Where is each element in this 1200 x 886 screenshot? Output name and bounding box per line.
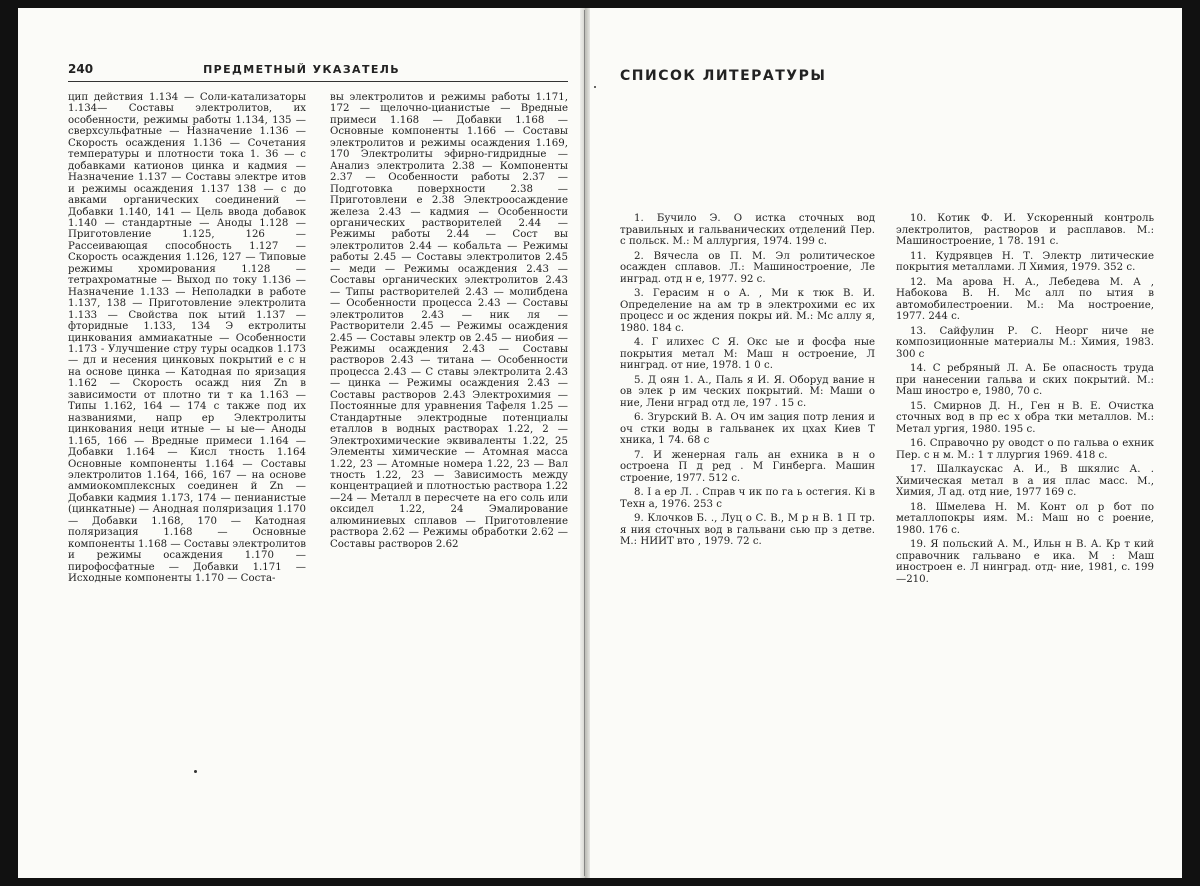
reference-item: 1. Бучило Э. О истка сточных вод травильных и гальванических отделений Пер. с польск. М.: М аллургия, 1974. 199 с. (620, 213, 875, 247)
reference-item: 18. Шмелева Н. М. Конт ол р бот по металлопокры иям. М.: Маш но с роение, 1980. 176 с. (896, 501, 1154, 536)
reference-item: 12. Ма арова Н. А., Лебедева М. А , Набокова В. Н. Мс алл по ытия в автомобилестроении. М.: Ма ностроение, 1977. 244 с. (896, 276, 1154, 322)
page-number: 240 (68, 62, 94, 76)
index-column-2-text: вы электролитов и режимы работы 1.171, 172 — щелочно-цианистые — Вредные примеси 1.168 — Добавки 1.168 — Основные компоненты 1.166 — Составы электролитов и режимы осаждения 1.169, 170 Электролиты эфирно-гидридные — Анализ электролита 2.38 — Компоненты 2.37 — Особенности работы 2.37 — Подготовка поверхности 2.38 — Приготовлени е 2.38 Электроосаждение железа 2.43 — кадмия — Особенности органических растворителей 2.44 — Режимы работы 2.44 — Сост вы электролитов 2.44 — кобальта — Режимы работы 2.45 — Составы электролитов 2.45 — меди — Режимы осаждения 2.43 — Составы органических электролитов 2.43 — Типы растворителей 2.43 — молибдена — Особенности процесса 2.43 — Составы электролитов 2.43 — ник ля — Растворители 2.45 — Режимы осаждения 2.45 — Составы электр ов 2.45 — ниобия — Режимы осаждения 2.43 — Составы растворов 2.43 — титана — Особенности процесса 2.43 — С ставы электролита 2.43 — цинка — Режимы осаждения 2.43 — Составы растворов 2.43 Электрохимия — Постоянные для уравнения Тафеля 1.25 — Стандартные электродные потенциалы еталлов в водных растворах 1.22, 2 — Электрохимические эквиваленты 1.22, 25 Элементы химические — Атомная масса 1.22, 23 — Атомные номера 1.22, 23 — Вал тность 1.22, 23 — Зависимость между концентрацией и плотностью раствора 1.22—24 — Металл в пересчете на его соль или оксидел 1.22, 24 Эмалирование алюминиевых сплавов — Приготовление раствора 2.62 — Режимы обработки 2.62 — Составы растворов 2.62 (330, 92, 568, 550)
reference-item: 5. Д оян 1. А., Паль я И. Я. Оборуд вание н ов элек р им ческих покрытий. М: Маши о ние, Лени нград отд ле, 197 . 15 с. (620, 374, 875, 409)
index-column-1 (68, 92, 306, 584)
reference-item: 10. Котик Ф. И. Ускоренный контроль электролитов, растворов и расплавов. М.: Машиностроение, 1 78. 191 с. (896, 213, 1154, 247)
left-page (18, 8, 580, 878)
print-speck (194, 770, 197, 773)
reference-item: 9. Клочков Б. ., Луц о С. В., М р н В. 1 П тр. я ния сточных вод в гальвани сью пр з детве. М.: НИИТ вто , 1979. 72 с. (620, 513, 875, 547)
reference-item: 4. Г илихес С Я. Окс ые и фосфа ные покрытия метал М: Маш н остроение, Л нинград. от ние, 1978. 1 0 с. (620, 337, 875, 371)
reference-item: 13. Сайфулин Р. С. Неорг ниче не композиционные материалы М.: Химия, 1983. 300 с (896, 325, 1154, 360)
references-column-1 (620, 213, 875, 551)
reference-item: 11. Кудрявцев Н. Т. Электр литические покрытия металлами. Л Химия, 1979. 352 с. (896, 250, 1154, 273)
reference-item: 6. Згурский В. А. Оч им зация потр ления и оч стки воды в гальванек их цхах Киев Т хника, 1 74. 68 с (620, 412, 875, 446)
reference-item: 2. Вячесла ов П. М. Эл ролитическое осажден сплавов. Л.: Машиностроение, Ле инград. отд н е, 1977. 92 с. (620, 250, 875, 285)
reference-item: 16. Справочно ру оводст о по гальва о ехник Пер. с н м. М.: 1 т ллургия 1969. 418 с. (896, 438, 1154, 461)
running-head (68, 62, 568, 76)
header-rule (68, 81, 568, 82)
reference-item: 15. Смирнов Д. Н., Ген н В. Е. Очистка сточных вод в пр ес х обра тки металлов. М.: Метал ургия, 1980. 195 с. (896, 400, 1154, 435)
bibliography-title: СПИСОК ЛИТЕРАТУРЫ (620, 68, 827, 84)
print-speck (594, 86, 596, 88)
index-column-2 (330, 92, 568, 550)
running-head-title: ПРЕДМЕТНЫЙ УКАЗАТЕЛЬ (203, 63, 401, 76)
reference-item: 17. Шалкаускас А. И., В шкялис А. . Химическая метал в а ия плас масс. М., Химия, Л ад. отд ние, 1977 169 с. (896, 464, 1154, 498)
gutter-line (584, 10, 585, 876)
reference-item: 3. Герасим н о А. , Ми к тюк В. И. Определение на ам тр в электрохими ес их процесс и ос ждения покры ий. М.: Мс аллу я, 1980. 184 с. (620, 288, 875, 334)
reference-item: 14. С ребряный Л. А. Бе опасность труда при нанесении гальва и ских покрытий. М.: Маш иностро е, 1980, 70 с. (896, 363, 1154, 397)
reference-item: 19. Я польский А. М., Ильн н В. А. Кр т кий справочник гальвано е ика. М : Маш иностроен е. Л нинград. отд- ние, 1981, с. 199—210. (896, 539, 1154, 585)
references-column-2 (896, 213, 1154, 588)
reference-item: 8. І а ер Л. . Справ ч ик по га ь остегия. Кі в Техн а, 1976. 253 с (620, 487, 875, 510)
index-column-1-text: цип действия 1.134 — Соли-катализаторы 1.134— Составы электролитов, их особенности, режимы работы 1.134, 135 — сверхсульфатные — Назначение 1.136 — Скорость осаждения 1.136 — Сочетания температуры и плотности тока 1. 36 — с добавками катионов цинка и кадмия — Назначение 1.137 — Составы электре итов и режимы осаждения 1.137 138 — с до авками органических соединений — Добавки 1.140, 141 — Цель ввода добавок 1.140 — стандартные — Аноды 1.128 — Приготовление 1.125, 126 — Рассеивающая способность 1.127 — Скорость осаждения 1.126, 127 — Типовые режимы хромирования 1.128 — тетрахроматные — Выход по току 1.136 — Назначение 1.133 — Неполадки в работе 1.137, 138 — Приготовление электролита 1.133 — Свойства пок ытий 1.137 — фторидные 1.133, 134 Э ектролиты цинкования аммиакатные — Особенности 1.173 - Улучшение стру туры осадков 1.173 — дл и несения цинковых покрытий е с н на основе цинка — Катодная по яризация 1.162 — Скорость осажд ния Zn в зависимости от плотно ти т ка 1.163 — Типы 1.162, 164 — 174 с также под их названиями, напр ер Электролиты цинкования неци итные — ы ые— Аноды 1.165, 166 — Вредные примеси 1.164 — Добавки 1.164 — Кисл тность 1.164 Основные компоненты 1.164 — Составы электролитов 1.164, 166, 167 — на основе аммиокомплексных соединен й Zn — Добавки кадмия 1.173, 174 — пенианистые (цинкатные) — Анодная поляризация 1.170 — Добавки 1.168, 170 — Катодная поляризация 1.168 — Основные компоненты 1.168 — Составы электролитов и режимы осаждения 1.170 — пирофосфатные — Добавки 1.171 — Исходные компоненты 1.170 — Соста- (68, 92, 306, 585)
right-page (590, 8, 1182, 878)
reference-item: 7. И женерная галь ан ехника в н о остроена П д ред . М Гинберга. Машин строение, 1977. 512 с. (620, 449, 875, 484)
book-gutter (580, 8, 590, 878)
